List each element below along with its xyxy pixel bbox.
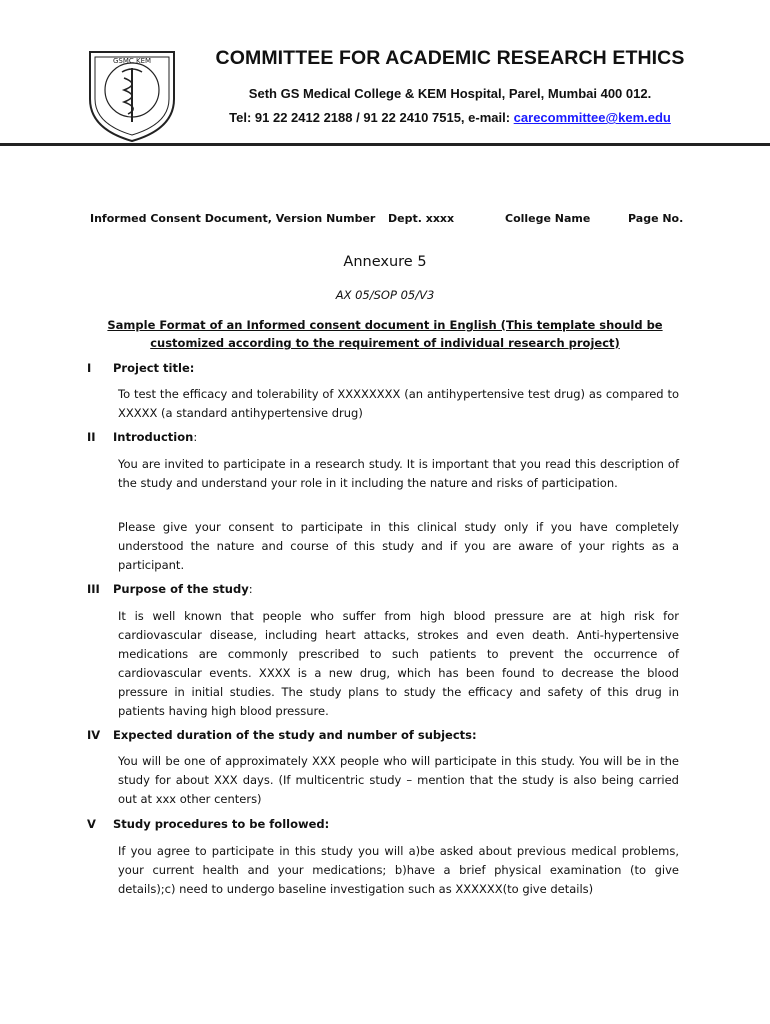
sample-heading-line-1: Sample Format of an Informed consent document in English (This template should be: [107, 318, 663, 332]
section-5-heading: Study procedures to be followed:: [113, 817, 330, 831]
logo-text: GSMC KEM: [112, 57, 152, 65]
section-5-number: V: [87, 817, 96, 831]
contact-line: [190, 110, 710, 125]
section-2-paragraph-2: Please give your consent to participate in this clinical study only if you have completely understood the nature and course of this study and if you are aware of your rights as a participant.: [118, 520, 679, 572]
section-3-number: III: [87, 582, 100, 596]
meta-page: Page No.: [628, 212, 684, 225]
section-5-paragraph: If you agree to participate in this study you will a)be asked about previous medical problems, your current health and your medications; b)have a brief physical examination (to give details);c) need to undergo baseline investigation such as XXXXXX(to give details): [118, 844, 679, 896]
email-link[interactable]: carecommittee@kem.edu: [513, 110, 671, 125]
meta-dept: Dept. xxxx: [388, 212, 455, 225]
section-4-number: IV: [87, 728, 101, 742]
section-3-paragraph: It is well known that people who suffer from high blood pressure are at high risk for cardiovascular disease, including heart attacks, strokes and even death. Anti-hypertensive medications are commonly prescribed to such patients to prevent the occurrence of cardiovascular events. XXXX is a new drug, which has been found to decrease the blood pressure in initial studies. The study plans to study the efficacy and safety of this drug in patients having high blood pressure.: [118, 609, 679, 718]
header-divider: [0, 143, 770, 146]
section-4-heading: Expected duration of the study and number of subjects:: [113, 728, 477, 742]
college-address: Seth GS Medical College & KEM Hospital, Parel, Mumbai 400 012.: [248, 86, 652, 101]
section-2-number: II: [87, 430, 96, 444]
section-3-heading: Purpose of the study: [113, 582, 249, 596]
sample-heading-line-2: customized according to the requirement of individual research project): [150, 336, 620, 350]
meta-document-version: Informed Consent Document, Version Number: [90, 212, 376, 225]
sample-format-heading: [100, 316, 670, 352]
section-2-paragraph-1: You are invited to participate in a research study. It is important that you read this description of the study and understand your role in it including the nature and risks of participation.: [118, 457, 679, 490]
section-4-paragraph: You will be one of approximately XXX people who will participate in this study. You will be in the study for about XXX days. (If multicentric study – mention that the study is also being carried out at xxx other centers): [118, 754, 679, 806]
contact-phones: Tel: 91 22 2412 2188 / 91 22 2410 7515, e-mail:: [229, 110, 514, 125]
meta-college: College Name: [505, 212, 591, 225]
section-1-paragraph: To test the efficacy and tolerability of XXXXXXXX (an antihypertensive test drug) as compared to XXXXX (a standard antihypertensive drug): [118, 387, 679, 420]
section-1-number: I: [87, 361, 92, 375]
committee-title: COMMITTEE FOR ACADEMIC RESEARCH ETHICS: [215, 47, 685, 69]
section-1-heading: Project title:: [113, 361, 195, 375]
annexure-title: Annexure 5: [343, 254, 427, 270]
section-2-heading: Introduction: [113, 430, 194, 444]
section-2-heading-wrap: Introduction:: [113, 430, 198, 444]
sop-code: AX 05/SOP 05/V3: [335, 288, 435, 302]
section-3-heading-wrap: Purpose of the study:: [113, 582, 253, 596]
college-logo: [82, 44, 182, 144]
